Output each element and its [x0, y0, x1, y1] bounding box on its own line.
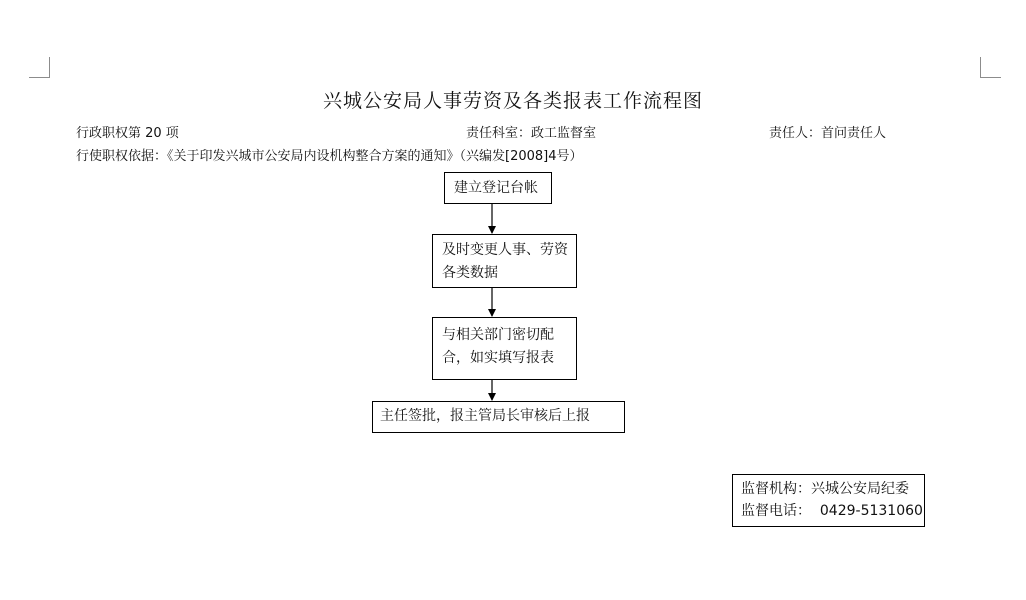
- supervision-agency: 监督机构：兴城公安局纪委: [741, 481, 909, 497]
- flow-step-fill-reports: [432, 317, 577, 380]
- authority-number: 行政职权第 20 项: [76, 126, 179, 141]
- flow-step-text: 主任签批，报主管局长审核后上报: [380, 408, 590, 424]
- supervision-info-box: [732, 474, 925, 527]
- responsible-department: 责任科室：政工监督室: [466, 126, 597, 141]
- flow-step-text: 及时变更人事、劳资: [442, 242, 568, 258]
- flow-step-approve-submit: [372, 401, 625, 433]
- page-corner-mark-top-right: [980, 57, 1001, 78]
- flow-step-text: 与相关部门密切配: [442, 327, 554, 343]
- supervision-phone: 监督电话： 0429-5131060: [741, 503, 923, 519]
- legal-basis: 行使职权依据：《关于印发兴城市公安局内设机构整合方案的通知》（兴编发[2008]4号）: [76, 149, 583, 164]
- flow-step-text: 各类数据: [442, 265, 498, 281]
- responsible-person: 责任人：首问责任人: [769, 126, 887, 141]
- flow-step-establish-ledger: [444, 172, 552, 204]
- flow-step-text: 建立登记台帐: [454, 180, 538, 196]
- flow-step-text: 合，如实填写报表: [442, 350, 554, 366]
- flow-step-update-data: [432, 234, 577, 288]
- page-corner-mark-top-left: [29, 57, 50, 78]
- flowchart-title: 兴城公安局人事劳资及各类报表工作流程图: [322, 90, 703, 112]
